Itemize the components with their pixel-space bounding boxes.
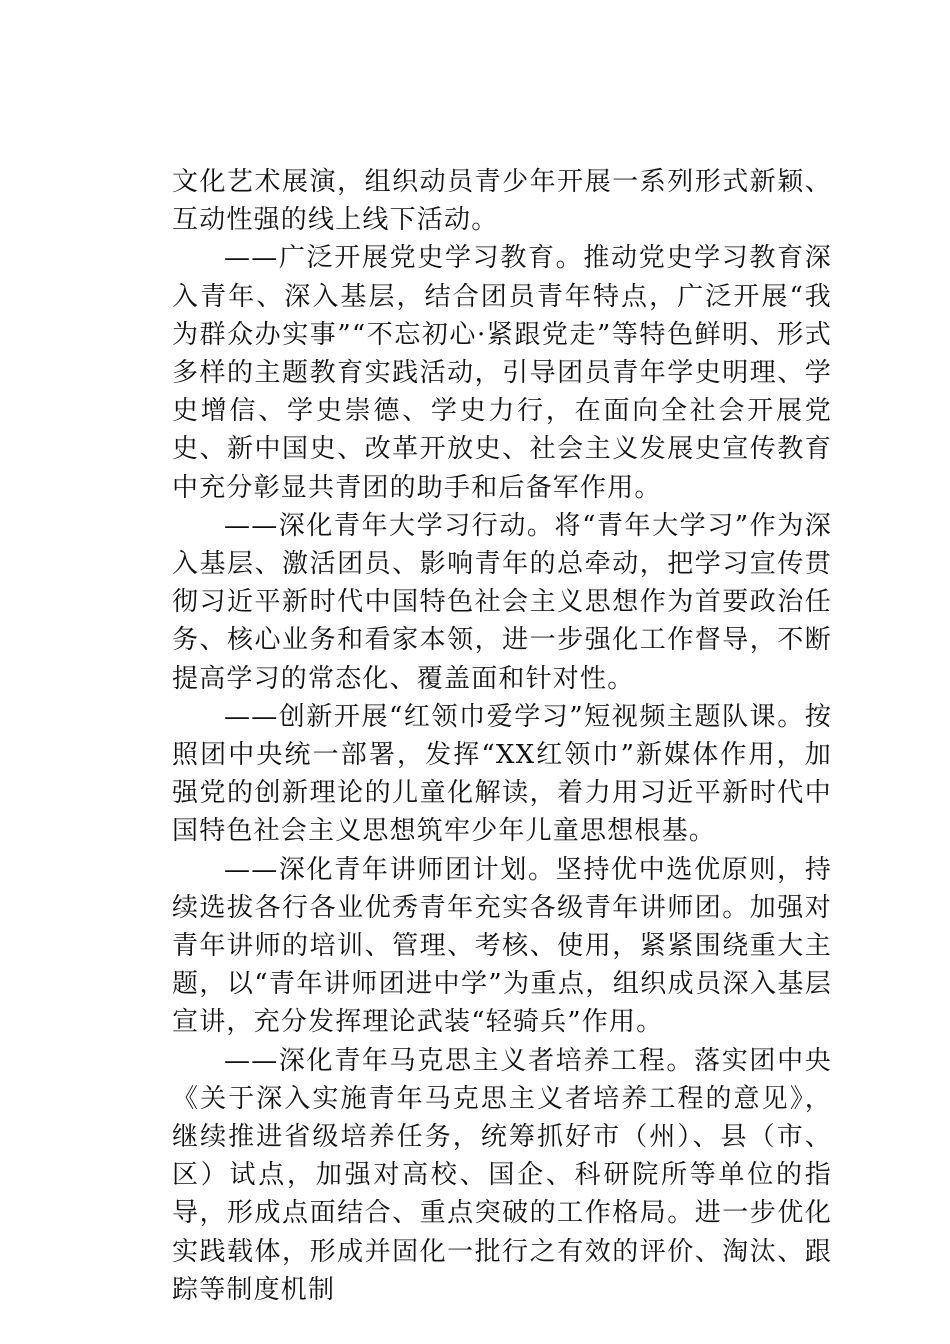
paragraph-young-marxist-project: ——深化青年马克思主义者培养工程。落实团中央《关于深入实施青年马克思主义者培养工程的意见》，继续推进省级培养任务，统筹抓好市（州）、县（市、区）试点，加强对高校、国企、科研院所等单位的指导，形成点面结合、重点突破的工作格局。进一步优化实践载体，形成并固化一批行之有效的评价、淘汰、跟踪等制度机制 bbox=[172, 1045, 832, 1305]
paragraph-red-scarf-study: ——创新开展“红领巾爱学习”短视频主题队课。按照团中央统一部署，发挥“XX红领巾”新媒体作用，加强党的创新理论的儿童化解读，着力用习近平新时代中国特色社会主义思想筑牢少年儿童思想根基。 bbox=[172, 701, 832, 847]
paragraph-youth-lecturer-plan: ——深化青年讲师团计划。坚持优中选优原则，持续选拔各行各业优秀青年充实各级青年讲师团。加强对青年讲师的培训、管理、考核、使用，紧紧围绕重大主题，以“青年讲师团进中学”为重点，组织成员深入基层宣讲，充分发挥理论武装“轻骑兵”作用。 bbox=[172, 854, 832, 1038]
document-body bbox=[172, 163, 832, 1309]
paragraph-youth-study-action: ——深化青年大学习行动。将“青年大学习”作为深入基层、激活团员、影响青年的总牵动，把学习宣传贯彻习近平新时代中国特色社会主义思想作为首要政治任务、核心业务和看家本领，进一步强化工作督导，不断提高学习的常态化、覆盖面和针对性。 bbox=[172, 510, 832, 694]
paragraph-party-history-education: ——广泛开展党史学习教育。推动党史学习教育深入青年、深入基层，结合团员青年特点，广泛开展“我为群众办实事”“不忘初心·紧跟党走”等特色鲜明、形式多样的主题教育实践活动，引导团员青年学史明理、学史增信、学史崇德、学史力行，在面向全社会开展党史、新中国史、改革开放史、社会主义发展史宣传教育中充分彰显共青团的助手和后备军作用。 bbox=[172, 243, 832, 503]
paragraph-intro-continuation: 文化艺术展演，组织动员青少年开展一系列形式新颖、互动性强的线上线下活动。 bbox=[172, 167, 832, 236]
